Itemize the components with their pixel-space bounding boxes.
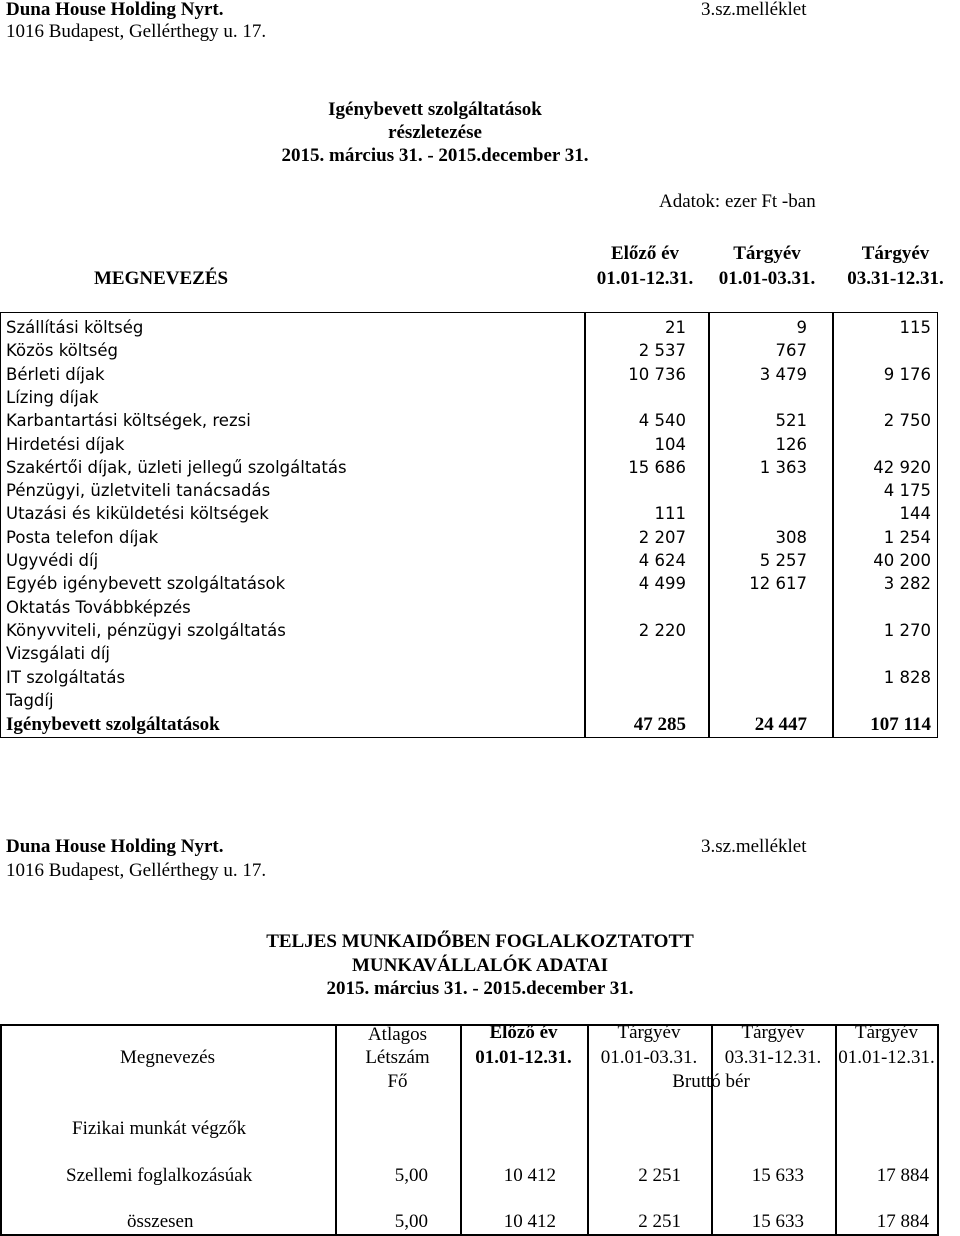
company-address-2: 1016 Budapest, Gellérthegy u. 17.	[6, 860, 267, 881]
expense-name: Szállítási költség	[6, 318, 144, 337]
expense-name: Hirdetési díjak	[6, 434, 125, 454]
section2-title-line1: TELJES MUNKAIDŐBEN FOGLALKOZTATOTT	[266, 931, 694, 952]
q1-value	[712, 596, 807, 619]
q2-q4-value: 115	[899, 318, 931, 337]
expense-row	[0, 619, 938, 642]
prior-year-value: 4 540	[638, 411, 686, 431]
expense-row	[0, 409, 938, 432]
company-name: Duna House Holding Nyrt.	[6, 0, 224, 20]
employees-header-c4-line2: 01.01-12.31.	[838, 1047, 935, 1068]
prior-year-value	[586, 642, 686, 665]
prior-year-value: 15 686	[628, 457, 686, 477]
expense-name: Egyéb igénybevett szolgáltatások	[6, 574, 286, 594]
expense-name: Pénzügyi, üzletviteli tanácsadás	[6, 481, 271, 501]
q2-q4-value	[833, 689, 931, 712]
prior-year-value: 2 220	[638, 620, 686, 640]
expense-name: Ugyvédi díj	[6, 551, 99, 570]
expense-row	[0, 502, 938, 525]
q2-q4-value: 4 175	[883, 481, 931, 501]
expense-row	[0, 386, 938, 409]
total-q2-q4: 107 114	[870, 714, 931, 735]
expense-name: Lízing díjak	[6, 387, 99, 407]
expense-row	[0, 363, 938, 386]
q1-value: 126	[775, 434, 807, 454]
q2-q4-value	[833, 339, 931, 362]
employees-total-c2: 2 251	[638, 1211, 681, 1232]
employees-header-headcount-line2: Létszám	[365, 1047, 430, 1068]
q2-q4-value: 1 254	[883, 527, 931, 547]
company-address: 1016 Budapest, Gellérthegy u. 17.	[6, 21, 267, 42]
employees-header-c3-line1: Tárgyév	[741, 1022, 805, 1043]
q2-q4-value: 42 920	[873, 457, 931, 477]
employees-total-name: összesen	[127, 1211, 194, 1232]
q1-value: 1 363	[759, 457, 807, 477]
prior-year-value	[586, 386, 686, 409]
section1-title-line2: részletezése	[388, 122, 482, 143]
q1-value	[712, 619, 807, 642]
employees-header-headcount-line3: Fő	[387, 1071, 408, 1092]
expense-name: Vizsgálati díj	[6, 644, 110, 664]
employees-total-c3: 15 633	[751, 1211, 804, 1232]
prior-year-value: 111	[654, 504, 686, 524]
employees-total-c1: 10 412	[503, 1211, 556, 1232]
table1-header-col3-line2: 03.31-12.31.	[847, 268, 944, 289]
q2-q4-value: 1 828	[883, 667, 931, 687]
table1-header-col1-line1: Előző év	[610, 243, 680, 264]
expense-row	[0, 456, 938, 479]
q2-q4-value	[833, 433, 931, 456]
employees-header-c1-line1: Előző év	[489, 1022, 558, 1043]
q1-value: 521	[775, 411, 807, 431]
employees-row-name: Fizikai munkát végzők	[72, 1118, 247, 1139]
expense-name: Tagdíj	[6, 690, 54, 710]
section2-title-line2: MUNKAVÁLLALÓK ADATAI	[352, 955, 608, 976]
employees-header-c3-line2: 03.31-12.31.	[724, 1047, 822, 1068]
expense-name: Posta telefon díjak	[6, 527, 159, 547]
prior-year-value	[586, 689, 686, 712]
prior-year-value	[586, 479, 686, 502]
employees-row-c3: 15 633	[751, 1165, 804, 1186]
employees-header-headcount-line1: Atlagos	[367, 1024, 428, 1045]
q2-q4-value: 9 176	[883, 364, 931, 384]
prior-year-value: 2 207	[638, 527, 686, 547]
expense-row	[0, 689, 938, 712]
prior-year-value: 2 537	[638, 341, 686, 361]
unit-note: Adatok: ezer Ft -ban	[659, 191, 816, 212]
employees-table	[0, 1024, 938, 1236]
prior-year-value: 21	[665, 318, 686, 337]
employees-row-headcount: 5,00	[394, 1165, 428, 1186]
prior-year-value	[586, 666, 686, 689]
q1-value: 9	[796, 318, 807, 337]
employees-header-c4-line1: Tárgyév	[855, 1022, 918, 1043]
employees-header-c2-line2: 01.01-03.31.	[600, 1047, 698, 1068]
expense-name: Szakértői díjak, üzleti jellegű szolgáltatás	[6, 457, 347, 477]
expense-row	[0, 316, 938, 339]
prior-year-value: 10 736	[628, 364, 686, 384]
q1-value: 3 479	[759, 364, 807, 384]
employees-row-c4: 17 884	[876, 1165, 929, 1186]
table1-header-col3-line1: Tárgyév	[861, 243, 930, 264]
q1-value: 308	[775, 527, 807, 547]
expense-row	[0, 572, 938, 595]
q2-q4-value: 3 282	[883, 574, 931, 594]
section2-period: 2015. március 31. - 2015.december 31.	[326, 978, 634, 999]
q2-q4-value: 40 200	[873, 551, 931, 570]
expense-row	[0, 433, 938, 456]
prior-year-value: 4 624	[638, 551, 686, 570]
services-table	[0, 290, 938, 738]
expense-row	[0, 666, 938, 689]
employees-header-name: Megnevezés	[120, 1047, 215, 1068]
expense-name: Oktatás Továbbképzés	[6, 597, 191, 617]
q2-q4-value: 1 270	[883, 620, 931, 640]
q1-value: 12 617	[749, 574, 807, 594]
q1-value	[712, 386, 807, 409]
employees-row-c1: 10 412	[503, 1165, 556, 1186]
table1-header-name: MEGNEVEZÉS	[94, 268, 229, 289]
table1-header-col1-line2: 01.01-12.31.	[596, 268, 694, 289]
q1-value: 767	[775, 341, 807, 361]
expense-name: Közös költség	[6, 341, 119, 361]
expense-row	[0, 596, 938, 619]
employees-header-c2-line1: Tárgyév	[617, 1022, 681, 1043]
expense-row	[0, 339, 938, 362]
expense-row	[0, 526, 938, 549]
expense-name: Bérleti díjak	[6, 364, 105, 384]
section1-period: 2015. március 31. - 2015.december 31.	[281, 145, 589, 166]
expense-row	[0, 642, 938, 665]
q1-value	[712, 479, 807, 502]
q2-q4-value: 144	[899, 504, 931, 524]
q1-value: 5 257	[759, 551, 807, 570]
company-name-2: Duna House Holding Nyrt.	[6, 836, 224, 857]
prior-year-value	[586, 596, 686, 619]
q1-value	[712, 642, 807, 665]
prior-year-value: 104	[654, 434, 686, 454]
total-row	[0, 713, 938, 736]
total-q1: 24 447	[754, 714, 807, 735]
q2-q4-value: 2 750	[883, 411, 931, 431]
q2-q4-value	[833, 596, 931, 619]
employees-row-c2: 2 251	[638, 1165, 681, 1186]
q2-q4-value	[833, 642, 931, 665]
total-prior-year: 47 285	[633, 714, 686, 735]
table-bottom-border	[0, 1234, 938, 1236]
q1-value	[712, 666, 807, 689]
expense-name: IT szolgáltatás	[6, 667, 126, 687]
employees-header-c1-line2: 01.01-12.31.	[475, 1047, 572, 1068]
q2-q4-value	[833, 386, 931, 409]
employees-total-headcount: 5,00	[394, 1211, 428, 1232]
prior-year-value: 4 499	[638, 574, 686, 594]
total-label: Igénybevett szolgáltatások	[6, 714, 220, 735]
expense-name: Könyvviteli, pénzügyi szolgáltatás	[6, 620, 286, 640]
employees-row-name: Szellemi foglalkozásúak	[66, 1165, 253, 1186]
expense-name: Karbantartási költségek, rezsi	[6, 411, 251, 431]
appendix-label-2: 3.sz.melléklet	[701, 836, 807, 857]
expense-row	[0, 479, 938, 502]
expense-name: Utazási és kiküldetési költségek	[6, 504, 269, 524]
table1-header-col2-line2: 01.01-03.31.	[718, 268, 816, 289]
expense-row	[0, 549, 938, 572]
employees-total-c4: 17 884	[876, 1211, 929, 1232]
table1-header-col2-line1: Tárgyév	[733, 243, 801, 264]
q1-value	[712, 689, 807, 712]
section1-title-line1: Igénybevett szolgáltatások	[328, 99, 542, 120]
q1-value	[712, 502, 807, 525]
employees-header-wage-label: Bruttó bér	[672, 1071, 750, 1092]
appendix-label: 3.sz.melléklet	[701, 0, 807, 20]
